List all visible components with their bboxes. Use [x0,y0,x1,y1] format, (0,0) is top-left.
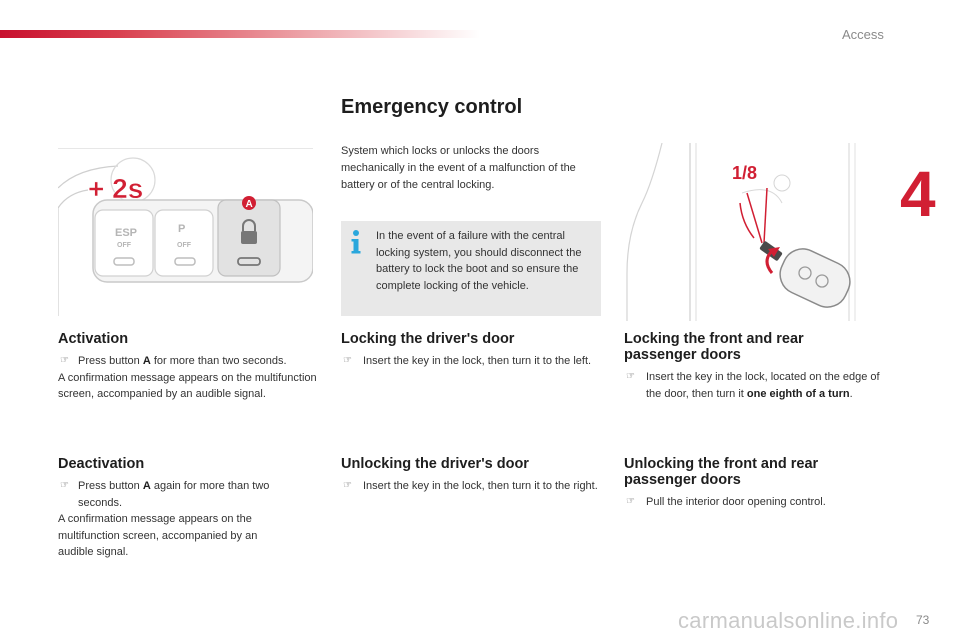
chapter-number: 4 [900,158,936,230]
locking-passenger-heading: Locking the front and rear passenger doors [624,331,804,363]
bullet-arrow-icon: ☞ [626,371,635,382]
locking-driver-bullet: ☞ Insert the key in the lock, then turn it to the left. [341,353,603,370]
intro-text: System which locks or unlocks the doors mechanically in the event of a malfunction of the battery or of the central locking. [341,145,576,191]
button-a-marker: A [245,199,253,210]
hold-duration-badge: + 2s [88,173,144,204]
bullet-arrow-icon: ☞ [343,355,352,366]
chapter-color-bar [0,30,480,38]
park-label: P [178,223,186,235]
locking-driver-heading: Locking the driver's door [341,331,515,347]
dashboard-buttons-illustration [58,148,313,316]
unlocking-passenger-heading: Unlocking the front and rear passenger doors [624,456,819,488]
park-off-label: OFF [177,242,191,249]
chapter-name: Access [842,27,884,42]
deactivation-bullet: ☞ Press button A again for more than two seconds. [60,480,270,509]
bullet-arrow-icon: ☞ [60,355,69,366]
watermark: carmanualsonline.info [678,608,899,633]
activation-bullet: ☞ Press button A for more than two seconds. [58,353,320,370]
deactivation-heading: Deactivation [58,456,145,472]
page-number: 73 [916,613,930,627]
deactivation-section [58,478,288,561]
deactivation-text: A confirmation message appears on the multifunction screen, accompanied by an audible signal. [58,513,258,558]
unlocking-passenger-section [624,494,889,511]
info-box [341,221,601,316]
page-title: Emergency control [341,96,523,118]
info-text: In the event of a failure with the central locking system, you should disconnect the battery to lock the boot and so ensure the complete locking of the vehicle. [376,230,582,292]
bullet-arrow-icon: ☞ [626,496,635,507]
unlocking-passenger-bullet: ☞ Pull the interior door opening control. [624,494,889,511]
activation-heading: Activation [58,331,129,347]
locking-passenger-bullet: ☞ Insert the key in the lock, located on the edge of the door, then turn it one eighth of a turn. [626,371,880,400]
bullet-arrow-icon: ☞ [60,480,69,491]
unlocking-driver-section [341,478,603,495]
esp-label: ESP [115,227,138,239]
info-icon [348,229,364,255]
bullet-arrow-icon: ☞ [343,480,352,491]
activation-text: A confirmation message appears on the multifunction screen, accompanied by an audible signal. [58,371,317,400]
esp-off-label: OFF [117,242,131,249]
locking-passenger-section [624,369,889,402]
activation-section [58,353,320,403]
door-lock-illustration [622,143,878,321]
unlocking-driver-bullet: ☞ Insert the key in the lock, then turn it to the right. [341,478,603,495]
locking-driver-section [341,353,603,370]
one-eighth-label: 1/8 [732,163,758,183]
unlocking-driver-heading: Unlocking the driver's door [341,456,529,472]
